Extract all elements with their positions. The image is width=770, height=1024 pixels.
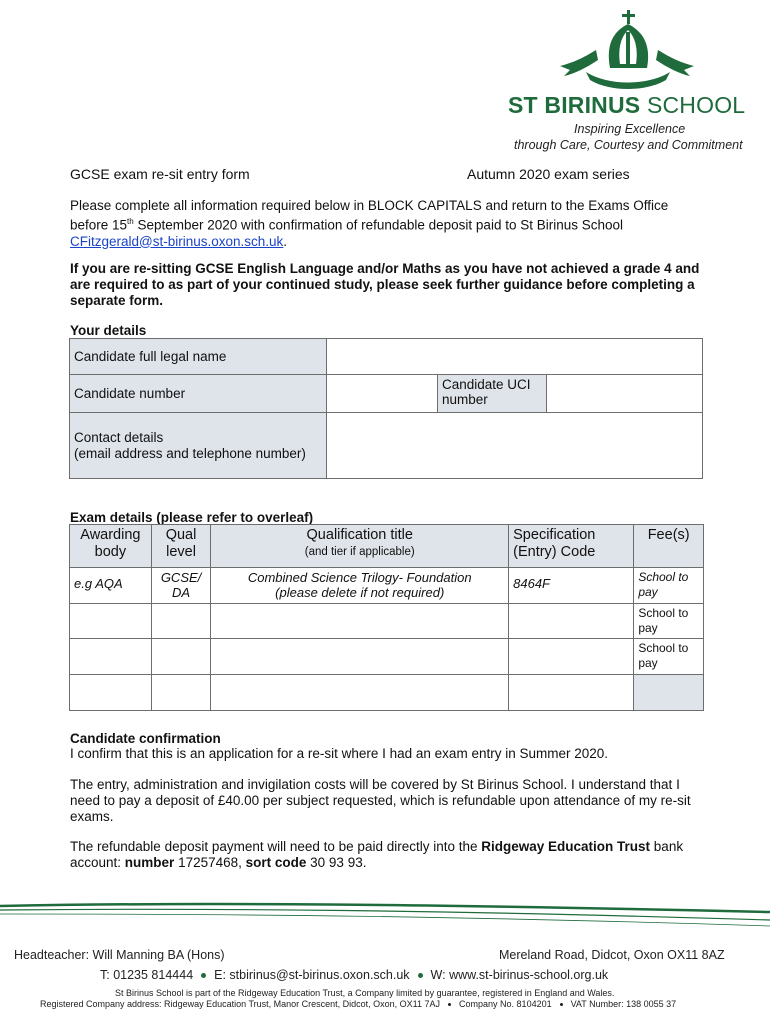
fees-cell: School to pay: [634, 604, 704, 639]
contact-details-label: Contact details (email address and telephone number): [70, 413, 327, 479]
contact-email-link[interactable]: CFitzgerald@st-birinus.oxon.sch.uk: [70, 233, 284, 249]
footer-address: Mereland Road, Didcot, Oxon OX11 8AZ: [499, 948, 725, 962]
qualification-title-field[interactable]: [211, 604, 509, 639]
header-awarding-body: Awarding body: [70, 525, 152, 568]
fees-cell: [634, 675, 704, 711]
full-name-field[interactable]: [327, 339, 703, 375]
qualification-title-field[interactable]: [211, 675, 509, 711]
school-crest-logo: [556, 6, 698, 96]
your-details-title: Your details: [70, 323, 147, 338]
confirmation-paragraph-2: The entry, administration and invigilation costs will be covered by St Birinus School. I understand that I need to pay a deposit of £40.00 per subject requested, which is refundable upon attendance of my re-sit exams.: [70, 777, 691, 824]
full-name-label: Candidate full legal name: [70, 339, 327, 375]
school-name: ST BIRINUS SCHOOL: [508, 92, 746, 118]
bullet-icon: [201, 973, 206, 978]
confirmation-paragraph-3: The refundable deposit payment will need to be paid directly into the Ridgeway Education Trust bank account: number 17257468, sort code 30 93 93.: [70, 839, 684, 870]
uci-field[interactable]: [547, 375, 703, 413]
header-fees: Fee(s): [634, 525, 704, 568]
bullet-icon: [448, 1003, 451, 1006]
footer-headteacher: Headteacher: Will Manning BA (Hons): [14, 948, 225, 962]
motto-line-1: Inspiring Excellence: [574, 122, 686, 136]
intro-paragraph: Please complete all information required below in BLOCK CAPITALS and return to the Exams Office before 15th September 2020 with confirmation of refundable deposit paid to St Birinus School CFitzgerald@st-birinus.oxon.sch.uk.: [70, 198, 669, 249]
qual-level-field[interactable]: [151, 604, 211, 639]
spec-code-field[interactable]: [509, 604, 634, 639]
qualification-title-field[interactable]: [211, 639, 509, 675]
footer-contacts: T: 01235 814444 E: stbirinus@st-birinus.oxon.sch.uk W: www.st-birinus-school.org.uk: [100, 968, 609, 982]
exam-series: Autumn 2020 exam series: [467, 166, 630, 182]
spec-code-field[interactable]: [509, 639, 634, 675]
contact-details-field[interactable]: [327, 413, 703, 479]
awarding-body-field[interactable]: [70, 639, 152, 675]
awarding-body-field[interactable]: [70, 604, 152, 639]
exam-details-title: Exam details (please refer to overleaf): [70, 510, 314, 525]
motto-line-2: through Care, Courtesy and Commitment: [514, 138, 743, 152]
table-row: [70, 604, 704, 639]
example-spec-code: 8464F: [509, 568, 634, 604]
table-row: [70, 675, 704, 711]
warning-paragraph: If you are re-sitting GCSE English Language and/or Maths as you have not achieved a grade 4 and are required to as part of your continued study, please seek further guidance before completing a separate form.: [70, 261, 700, 308]
exam-details-table: [69, 524, 704, 711]
your-details-table: [69, 338, 703, 479]
footer-legal-2: Registered Company address: Ridgeway Education Trust, Manor Crescent, Didcot, Oxon, OX11 7AJ Company No. 8104201 VAT Number: 138 0055 37: [40, 999, 677, 1009]
header-spec-code: Specification (Entry) Code: [509, 525, 634, 568]
example-qualification-title: Combined Science Trilogy- Foundation (please delete if not required): [211, 568, 509, 604]
awarding-body-field[interactable]: [70, 675, 152, 711]
fees-cell: School to pay: [634, 639, 704, 675]
candidate-number-field[interactable]: [327, 375, 438, 413]
example-awarding-body: e.g AQA: [70, 568, 152, 604]
header-qualification-title: Qualification title (and tier if applicable): [211, 525, 509, 568]
confirmation-title: Candidate confirmation: [70, 731, 221, 746]
footer-divider: [0, 900, 770, 930]
qual-level-field[interactable]: [151, 675, 211, 711]
qual-level-field[interactable]: [151, 639, 211, 675]
table-row: [70, 639, 704, 675]
bullet-icon: [560, 1003, 563, 1006]
candidate-number-label: Candidate number: [70, 375, 327, 413]
example-qual-level: GCSE/ DA: [151, 568, 211, 604]
confirmation-line-1: I confirm that this is an application for a re-sit where I had an exam entry in Summer 2020.: [70, 746, 609, 761]
spec-code-field[interactable]: [509, 675, 634, 711]
form-title: GCSE exam re-sit entry form: [70, 166, 250, 182]
bullet-icon: [418, 973, 423, 978]
footer-legal-1: St Birinus School is part of the Ridgeway Education Trust, a Company limited by guarantee, registered in England and Wales.: [115, 988, 615, 998]
uci-label: Candidate UCI number: [438, 375, 547, 413]
header-qual-level: Qual level: [151, 525, 211, 568]
example-fees: School to pay: [634, 568, 704, 604]
